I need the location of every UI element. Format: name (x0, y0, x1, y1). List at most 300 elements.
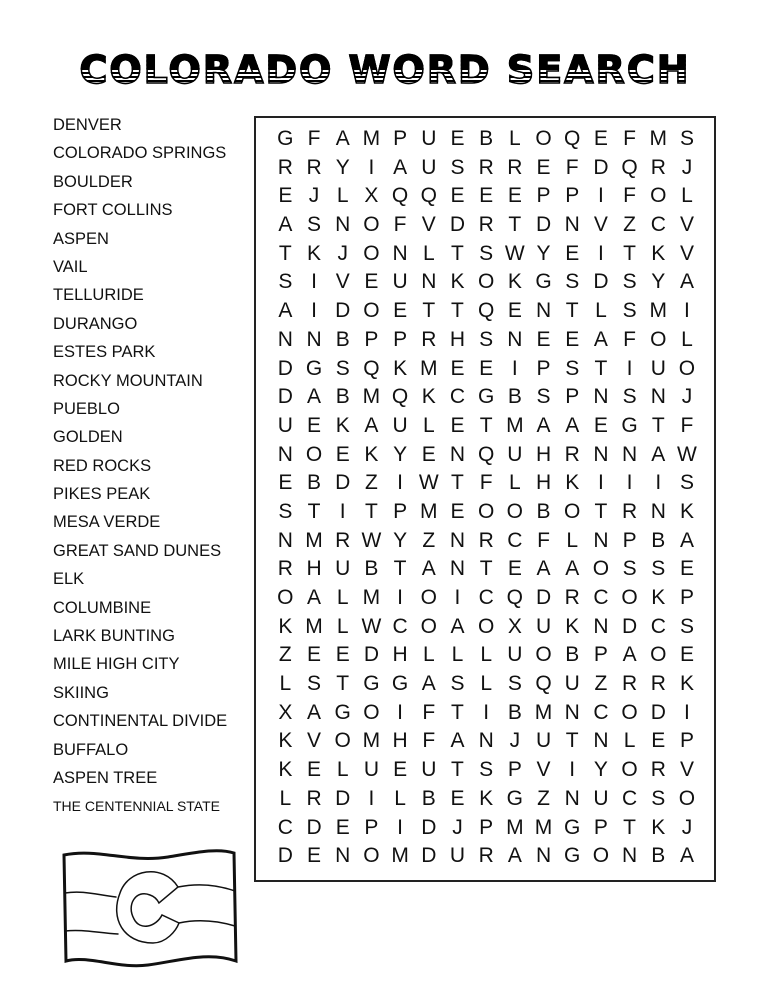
grid-letter: A (536, 413, 551, 437)
grid-letter: P (364, 327, 379, 351)
grid-letter: H (535, 442, 552, 466)
grid-letter: A (622, 643, 637, 667)
grid-letter: A (278, 213, 293, 237)
grid-letter: Q (363, 356, 380, 380)
grid-letter: I (454, 586, 461, 609)
grid-letter: E (565, 241, 580, 265)
grid-letter: J (452, 815, 463, 839)
word-list-item: SKIING (53, 683, 109, 702)
grid-letter: K (651, 241, 666, 265)
grid-row (271, 785, 701, 814)
grid-letter: T (565, 729, 579, 753)
grid-letter: U (421, 127, 437, 150)
grid-letter: G (477, 385, 495, 409)
grid-letter: P (679, 586, 694, 609)
word-list-item: LARK BUNTING (53, 627, 175, 646)
grid-letter: E (450, 413, 465, 437)
word-list-item: CONTINENTAL DIVIDE (53, 712, 228, 731)
grid-letter: S (479, 758, 494, 782)
grid-letter: P (565, 184, 580, 208)
word-list-item: FORT COLLINS (53, 201, 173, 220)
grid-letter: O (477, 270, 495, 294)
grid-letter: R (335, 528, 351, 552)
word-list-item: GOLDEN (53, 428, 123, 447)
grid-letter: E (507, 184, 522, 208)
grid-letter: M (305, 528, 323, 552)
grid-letter: T (422, 299, 436, 323)
grid-letter: U (507, 442, 523, 466)
grid-letter: M (305, 614, 323, 638)
word-list-item: PUEBLO (53, 399, 120, 418)
grid-letter: A (565, 557, 580, 581)
grid-letter: J (509, 729, 521, 753)
grid-letter: N (535, 299, 552, 323)
grid-letter: H (535, 471, 552, 495)
grid-letter: R (650, 672, 666, 696)
grid-letter: N (564, 700, 580, 724)
grid-letter: Y (593, 758, 608, 782)
grid-letter: O (592, 557, 610, 581)
grid-letter: A (536, 557, 551, 581)
grid-letter: B (651, 844, 666, 868)
grid-letter: E (679, 643, 694, 667)
grid-row (271, 211, 701, 240)
grid-letter: K (393, 356, 408, 380)
grid-letter: S (450, 155, 465, 179)
grid-letter: P (393, 127, 408, 150)
grid-letter: W (361, 528, 382, 552)
grid-letter: P (393, 499, 408, 523)
grid-letter: L (480, 643, 492, 667)
grid-letter: R (650, 155, 666, 179)
grid-letter: E (536, 327, 551, 351)
grid-letter: V (679, 758, 694, 782)
grid-letter: R (564, 442, 580, 466)
grid-letter: S (622, 557, 637, 581)
grid-letter: T (451, 758, 464, 782)
grid-letter: U (507, 643, 523, 667)
grid-letter: S (679, 614, 694, 638)
grid-letter: T (278, 241, 292, 265)
grid-letter: E (278, 184, 293, 208)
grid-letter: F (479, 471, 493, 495)
grid-letter: B (307, 471, 322, 495)
grid-letter: A (335, 127, 350, 150)
grid-letter: L (566, 528, 579, 552)
grid-letter: I (311, 270, 317, 294)
grid-letter: G (277, 127, 294, 150)
grid-letter: C (593, 700, 609, 724)
grid-letter: K (679, 499, 694, 523)
grid-letter: W (418, 471, 439, 495)
grid-letter: U (650, 356, 666, 380)
grid-letter: L (279, 672, 292, 696)
grid-letter: V (679, 213, 694, 237)
grid-letter: S (679, 127, 694, 150)
grid-letter: A (307, 586, 322, 609)
grid-letter: E (393, 758, 408, 782)
grid-letter: E (593, 413, 608, 437)
grid-letter: R (622, 672, 638, 696)
grid-letter: B (507, 385, 522, 409)
grid-letter: O (621, 700, 638, 724)
grid-letter: N (622, 844, 638, 868)
grid-letter: I (368, 155, 375, 179)
grid-letter: P (536, 184, 551, 208)
grid-letter: I (569, 758, 576, 782)
grid-letter: N (650, 499, 666, 523)
grid-letter: L (509, 127, 521, 150)
grid-letter: M (534, 700, 553, 724)
grid-letter: D (277, 385, 293, 409)
grid-letter: Y (536, 241, 551, 265)
grid-letter: P (565, 385, 580, 409)
grid-letter: R (306, 155, 322, 179)
grid-letter: L (451, 643, 464, 667)
grid-letter: E (507, 557, 522, 581)
grid-letter: L (595, 299, 607, 323)
grid-letter: M (534, 815, 553, 839)
grid-letter: Y (651, 270, 666, 294)
grid-letter: D (335, 299, 351, 323)
grid-letter: L (279, 786, 292, 810)
grid-letter: O (334, 729, 351, 753)
grid-letter: R (622, 499, 638, 523)
grid-letter: N (277, 327, 293, 351)
grid-letter: W (677, 442, 697, 466)
grid-letter: N (421, 270, 437, 294)
grid-letter: T (623, 815, 636, 839)
grid-letter: X (507, 614, 522, 638)
grid-letter: L (509, 471, 521, 495)
grid-letter: T (451, 471, 464, 495)
grid-row (271, 441, 701, 470)
grid-letter: S (651, 557, 666, 581)
grid-letter: T (451, 700, 464, 724)
grid-letter: S (565, 270, 580, 294)
word-list-item: ESTES PARK (53, 343, 156, 362)
grid-letter: O (305, 442, 323, 466)
grid-row (271, 240, 701, 269)
grid-row (271, 297, 701, 326)
grid-letter: C (392, 614, 408, 638)
word-list-item: PIKES PEAK (53, 485, 151, 504)
grid-letter: E (278, 471, 293, 495)
grid-row (271, 268, 701, 297)
grid-letter: N (593, 385, 609, 409)
grid-letter: K (565, 471, 580, 495)
grid-letter: Q (477, 299, 495, 323)
grid-letter: Z (594, 672, 608, 696)
grid-letter: E (307, 643, 322, 667)
grid-row (271, 527, 701, 556)
word-list-item: BUFFALO (53, 740, 129, 759)
grid-letter: S (479, 241, 494, 265)
grid-letter: O (277, 586, 294, 609)
grid-letter: M (649, 299, 668, 323)
grid-letter: F (422, 729, 436, 753)
grid-letter: A (593, 327, 608, 351)
grid-letter: Q (564, 127, 581, 150)
grid-letter: U (564, 672, 580, 696)
grid-letter: Y (393, 528, 408, 552)
grid-row (271, 555, 701, 584)
grid-letter: O (535, 643, 552, 667)
grid-letter: T (479, 413, 493, 437)
colorado-flag-icon (58, 843, 248, 968)
grid-letter: B (651, 528, 666, 552)
word-list-item: ELK (53, 570, 85, 589)
grid-letter: L (336, 184, 349, 208)
grid-letter: V (307, 729, 322, 753)
grid-letter: B (536, 499, 551, 523)
grid-letter: L (422, 413, 435, 437)
grid-letter: I (597, 184, 604, 208)
grid-letter: C (622, 786, 638, 810)
grid-letter: A (393, 155, 408, 179)
grid-letter: S (679, 471, 694, 495)
grid-letter: U (535, 614, 552, 638)
grid-letter: P (622, 528, 637, 552)
grid-letter: T (623, 241, 636, 265)
grid-letter: D (421, 844, 437, 868)
grid-letter: R (507, 155, 523, 179)
grid-letter: A (307, 700, 322, 724)
grid-letter: N (593, 442, 609, 466)
grid-letter: V (335, 270, 350, 294)
grid-letter: S (507, 672, 522, 696)
grid-row (271, 469, 701, 498)
grid-letter: C (593, 586, 609, 609)
grid-letter: L (480, 672, 492, 696)
grid-letter: D (335, 786, 351, 810)
grid-letter: U (277, 413, 293, 437)
grid-letter: U (335, 557, 351, 581)
grid-row (271, 412, 701, 441)
grid-letter: E (651, 729, 666, 753)
grid-letter: R (478, 213, 494, 237)
grid-letter: T (651, 413, 665, 437)
grid-letter: K (364, 442, 379, 466)
grid-letter: Z (537, 786, 550, 810)
grid-letter: E (307, 844, 322, 868)
word-list-item: TELLURIDE (53, 286, 144, 305)
grid-letter: N (449, 557, 466, 581)
grid-letter: U (363, 758, 379, 782)
grid-letter: X (278, 700, 293, 724)
grid-letter: T (364, 499, 378, 523)
grid-letter: D (593, 155, 609, 179)
grid-letter: N (449, 442, 466, 466)
grid-letter: H (306, 557, 322, 581)
grid-letter: C (277, 815, 293, 839)
grid-letter: N (392, 241, 408, 265)
grid-letter: N (593, 729, 609, 753)
grid-letter: F (565, 155, 579, 179)
grid-letter: T (479, 557, 493, 581)
grid-letter: M (506, 815, 524, 839)
grid-letter: E (450, 499, 465, 523)
grid-letter: C (449, 385, 466, 409)
grid-letter: B (507, 700, 522, 724)
grid-letter: I (368, 786, 375, 810)
grid-letter: N (564, 786, 580, 810)
grid-letter: T (336, 672, 350, 696)
grid-letter: U (449, 844, 466, 868)
grid-letter: F (422, 700, 436, 724)
grid-letter: T (451, 299, 464, 323)
grid-letter: F (537, 528, 550, 552)
grid-letter: A (679, 528, 694, 552)
grid-letter: I (397, 700, 404, 724)
grid-letter: I (397, 815, 404, 839)
grid-letter: E (421, 442, 436, 466)
grid-letter: E (335, 815, 350, 839)
puzzle-grid-box (254, 116, 716, 882)
grid-letter: L (681, 184, 693, 208)
grid-letter: E (679, 557, 694, 581)
grid-letter: E (450, 786, 465, 810)
grid-letter: D (306, 815, 322, 839)
grid-letter: I (311, 299, 317, 323)
word-list-item: ASPEN (53, 229, 109, 248)
grid-letter: E (450, 184, 465, 208)
grid-letter: M (420, 499, 438, 523)
grid-row (271, 699, 701, 728)
grid-letter: E (536, 155, 551, 179)
grid-letter: G (506, 786, 524, 810)
grid-letter: R (277, 155, 293, 179)
grid-letter: E (335, 643, 350, 667)
grid-letter: S (335, 356, 350, 380)
grid-letter: I (684, 700, 690, 724)
grid-letter: J (308, 184, 320, 208)
grid-letter: A (679, 270, 694, 294)
grid-row (271, 613, 701, 642)
grid-letter: I (397, 586, 404, 609)
grid-letter: O (650, 327, 667, 351)
grid-letter: L (394, 786, 406, 810)
grid-letter: O (363, 700, 380, 724)
word-list-item: COLORADO SPRINGS (53, 144, 227, 163)
grid-letter: D (650, 700, 666, 724)
grid-row (271, 355, 701, 384)
word-list-item: ROCKY MOUNTAIN (53, 371, 203, 390)
grid-letter: P (593, 815, 608, 839)
grid-row (271, 756, 701, 785)
grid-letter: A (450, 729, 465, 753)
grid-letter: M (362, 729, 381, 753)
grid-letter: S (278, 499, 293, 523)
grid-letter: K (307, 241, 322, 265)
grid-letter: G (564, 815, 581, 839)
grid-row (271, 154, 701, 183)
grid-letter: T (508, 213, 522, 237)
grid-letter: U (535, 729, 552, 753)
grid-letter: L (422, 643, 435, 667)
grid-letter: E (335, 442, 350, 466)
grid-letter: A (278, 299, 293, 323)
grid-letter: V (421, 213, 436, 237)
grid-letter: M (362, 586, 381, 609)
grid-letter: S (278, 270, 293, 294)
grid-letter: K (651, 586, 666, 609)
grid-letter: N (564, 213, 580, 237)
grid-letter: N (650, 385, 666, 409)
grid-letter: M (649, 127, 668, 150)
grid-letter: T (565, 299, 579, 323)
grid-letter: Q (506, 586, 524, 609)
grid-letter: S (622, 299, 637, 323)
grid-letter: Z (422, 528, 436, 552)
grid-letter: K (335, 413, 350, 437)
grid-letter: K (278, 614, 293, 638)
word-list-item: DURANGO (53, 314, 138, 333)
grid-letter: A (565, 413, 580, 437)
grid-letter: K (651, 815, 666, 839)
grid-letter: T (594, 499, 608, 523)
grid-letter: Q (535, 672, 552, 696)
grid-letter: D (622, 614, 638, 638)
grid-letter: I (597, 241, 604, 265)
grid-letter: S (479, 327, 494, 351)
grid-letter: F (623, 327, 636, 351)
grid-row (271, 842, 701, 871)
grid-letter: S (307, 213, 322, 237)
grid-letter: G (564, 844, 581, 868)
grid-letter: S (307, 672, 322, 696)
grid-row (271, 641, 701, 670)
grid-letter: N (593, 528, 609, 552)
grid-letter: R (478, 844, 494, 868)
grid-letter: E (450, 356, 465, 380)
grid-letter: B (335, 385, 350, 409)
grid-letter: T (307, 499, 321, 523)
word-list-item: RED ROCKS (53, 456, 152, 475)
grid-letter: F (307, 127, 321, 150)
grid-row (271, 584, 701, 613)
grid-letter: E (593, 127, 608, 150)
grid-letter: T (393, 557, 407, 581)
grid-letter: I (483, 700, 490, 724)
grid-letter: Q (391, 184, 409, 208)
grid-letter: Z (278, 643, 292, 667)
grid-letter: S (536, 385, 551, 409)
grid-letter: K (421, 385, 436, 409)
grid-letter: J (681, 385, 693, 409)
grid-letter: W (504, 241, 525, 265)
grid-letter: S (565, 356, 580, 380)
grid-letter: O (506, 499, 524, 523)
grid-letter: H (392, 643, 408, 667)
grid-letter: O (363, 213, 380, 237)
grid-letter: Y (335, 155, 350, 179)
grid-letter: O (650, 184, 667, 208)
grid-letter: I (397, 471, 404, 495)
grid-letter: V (593, 213, 608, 237)
grid-letter: J (337, 241, 348, 265)
grid-letter: I (655, 471, 662, 495)
grid-row (271, 326, 701, 355)
grid-letter: U (421, 155, 437, 179)
grid-letter: N (478, 729, 494, 753)
grid-letter: S (622, 270, 637, 294)
grid-letter: N (449, 528, 466, 552)
grid-letter: S (450, 672, 465, 696)
grid-letter: N (306, 327, 322, 351)
grid-row (271, 814, 701, 843)
grid-letter: I (511, 356, 518, 380)
